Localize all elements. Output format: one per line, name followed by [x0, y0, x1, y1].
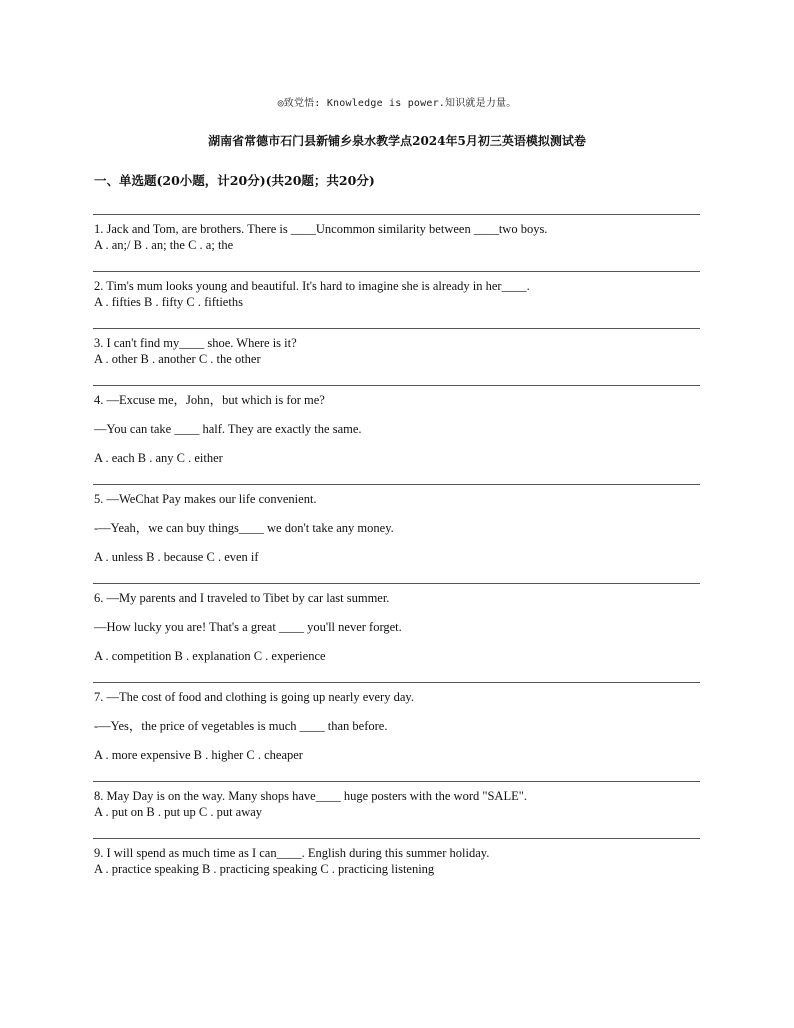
question-item — [93, 838, 700, 895]
question-dialogue-line: —You can take ____ half. They are exactly the same. — [94, 422, 362, 436]
question-text: 4. —Excuse me，John，but which is for me? — [94, 393, 325, 407]
question-text: 7. —The cost of food and clothing is going up nearly every day. — [94, 690, 414, 704]
page-motto: ◎致党悟: Knowledge is power.知识就是力量。 — [277, 98, 517, 109]
question-options: A . more expensive B . higher C . cheaper — [94, 748, 303, 762]
question-item — [93, 328, 700, 385]
question-dialogue-line: -—Yeah，we can buy things____ we don't take any money. — [94, 521, 394, 535]
question-item — [93, 682, 700, 781]
page-title: 湖南省常德市石门县新铺乡泉水教学点2024年5月初三英语模拟测试卷 — [208, 134, 586, 148]
question-text: 8. May Day is on the way. Many shops have____ huge posters with the word "SALE". — [94, 789, 527, 803]
question-item — [93, 583, 700, 682]
question-item — [93, 271, 700, 328]
question-text: 5. —WeChat Pay makes our life convenient. — [94, 492, 317, 506]
question-text: 6. —My parents and I traveled to Tibet by car last summer. — [94, 591, 390, 605]
question-options: A . each B . any C . either — [94, 451, 223, 465]
question-options: A . practice speaking B . practicing speaking C . practicing listening — [94, 862, 435, 876]
question-text: 1. Jack and Tom, are brothers. There is ____Uncommon similarity between ____two boys. — [94, 222, 548, 236]
question-item — [93, 214, 700, 271]
question-text: 9. I will spend as much time as I can____. English during this summer holiday. — [94, 846, 490, 860]
question-text: 3. I can't find my____ shoe. Where is it? — [94, 336, 297, 350]
section-heading: 一、单选题(20小题，计20分)(共20题；共20分) — [94, 173, 375, 188]
question-options: A . put on B . put up C . put away — [94, 805, 263, 819]
question-options: A . other B . another C . the other — [94, 352, 261, 366]
question-dialogue-line: —How lucky you are! That's a great ____ you'll never forget. — [94, 620, 402, 634]
question-text: 2. Tim's mum looks young and beautiful. It's hard to imagine she is already in her____. — [94, 279, 530, 293]
question-list — [93, 214, 700, 895]
question-options: A . fifties B . fifty C . fiftieths — [94, 295, 243, 309]
question-options: A . an;/ B . an; the C . a; the — [94, 238, 234, 252]
question-options: A . unless B . because C . even if — [94, 550, 259, 564]
question-item — [93, 385, 700, 484]
question-item — [93, 484, 700, 583]
question-dialogue-line: -—Yes，the price of vegetables is much ____ than before. — [94, 719, 388, 733]
question-item — [93, 781, 700, 838]
question-options: A . competition B . explanation C . experience — [94, 649, 326, 663]
